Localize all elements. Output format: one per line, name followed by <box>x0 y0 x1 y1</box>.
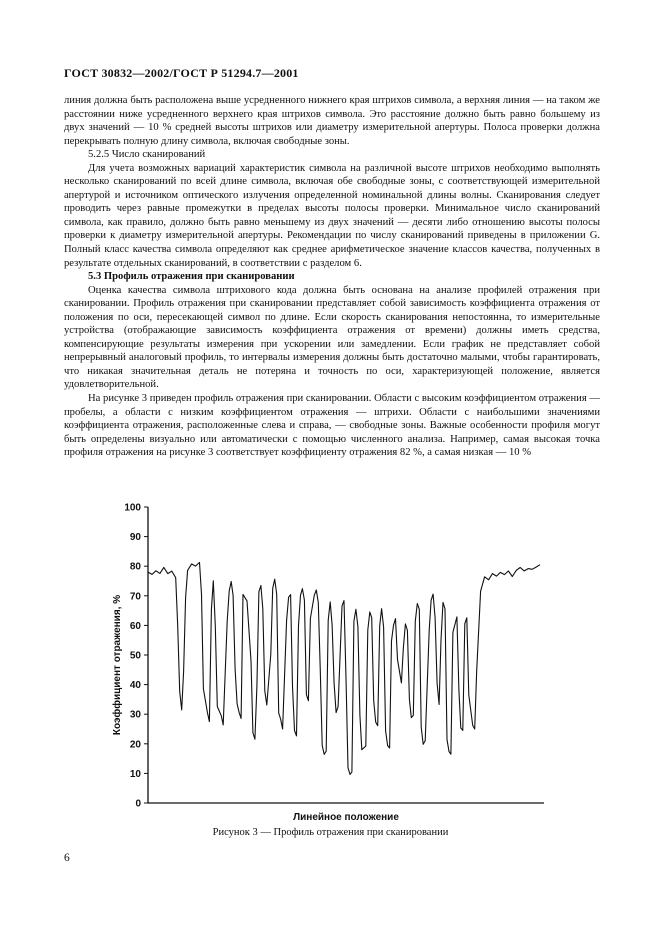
paragraph-test-band: линия должна быть расположена выше усредненного нижнего края штрихов символа, а верхняя линия — на таком же расстоянии ниже усредненного верхнего края штрихов символа. Это расстояние должно быть равно большему из двух значений — 10 % средней высоты штрихов или диаметру измерительной апертуры. Полоса проверки должна перекрывать полную длину символа, включая свободные зоны. <box>64 95 600 147</box>
y-tick-label: 50 <box>129 650 141 662</box>
y-tick-label: 0 <box>135 798 141 810</box>
y-tick-label: 40 <box>129 680 141 692</box>
reflectance-profile-chart <box>96 500 566 825</box>
figure-caption: Рисунок 3 — Профиль отражения при сканировании <box>212 827 449 838</box>
section-heading-scan-profile: 5.3 Профиль отражения при сканировании <box>88 271 295 283</box>
document-header: ГОСТ 30832—2002/ГОСТ Р 51294.7—2001 <box>64 66 299 80</box>
y-tick-label: 80 <box>129 561 141 573</box>
reflectance-profile-figure <box>96 500 566 830</box>
page-number: 6 <box>64 852 70 864</box>
subsection-heading-scans: 5.2.5 Число сканирований <box>88 149 206 161</box>
y-axis-title: Коэффициент отражения, % <box>112 594 123 736</box>
y-tick-label: 10 <box>129 768 141 780</box>
y-tick-label: 100 <box>124 502 141 514</box>
paragraph-number-of-scans: Для учета возможных вариаций характеристик символа на различной высоте штрихов необходимо выполнять несколько сканирований по всей длине символа, включая обе свободные зоны, с соответствующей измерительной апертурой и источником оптического излучения определенной номинальной длины волны. Сканирования следует проводить через равные промежутки в пределах высоты полосы проверки. Минимальное число сканирований символа, как правило, должно быть равно меньшему из двух значений — десяти либо отношению высоты полосы проверки к диаметру измерительной апертуры. Рекомендации по числу сканирований приведены в приложении G. Полный класс качества символа определяют как среднее арифметическое значение классов качества, полученных в результате отдельных сканирований, в соответствии с разделом 6. <box>64 162 600 269</box>
paragraph-scan-profile-definition: Оценка качества символа штрихового кода должна быть основана на анализе профилей отражения при сканировании. Профиль отражения при сканировании представляет собой зависимость коэффициента отражения от положения по оси, пересекающей символ по длине. Если скорость сканирования непостоянна, то измерительные устройства (отображающие зависимость коэффициента отражения от времени) должны иметь средства, компенсирующие результаты измерения при ускорении или замедлении. Если график не представляет собой непрерывный аналоговый профиль, то интервалы измерения должны быть достаточно малыми, чтобы гарантировать, что никакая значительная деталь не потеряна и точность по оси, характеризующей положение, является удовлетворительной. <box>64 284 600 391</box>
text-block-top <box>64 94 600 460</box>
x-axis-title: Линейное положение <box>293 812 399 823</box>
y-tick-label: 20 <box>129 739 141 751</box>
paragraph-figure-description: На рисунке 3 приведен профиль отражения при сканировании. Области с высоким коэффициентом отражения — пробелы, а области с низким коэффициентом отражения — штрихи. Области с наибольшими значениями коэффициента отражения, расположенные слева и справа, — свободные зоны. Важные особенности профиля могут быть определены визуально или автоматически с помощью численного анализа. Например, самая высокая точка профиля отражения на рисунке 3 соответствует коэффициенту отражения 82 %, а самая низкая — 10 % <box>64 393 600 459</box>
y-tick-label: 60 <box>129 620 141 632</box>
y-tick-label: 90 <box>129 532 141 544</box>
y-tick-label: 30 <box>129 709 141 721</box>
y-tick-label: 70 <box>129 591 141 603</box>
profile-series-line <box>148 562 540 774</box>
